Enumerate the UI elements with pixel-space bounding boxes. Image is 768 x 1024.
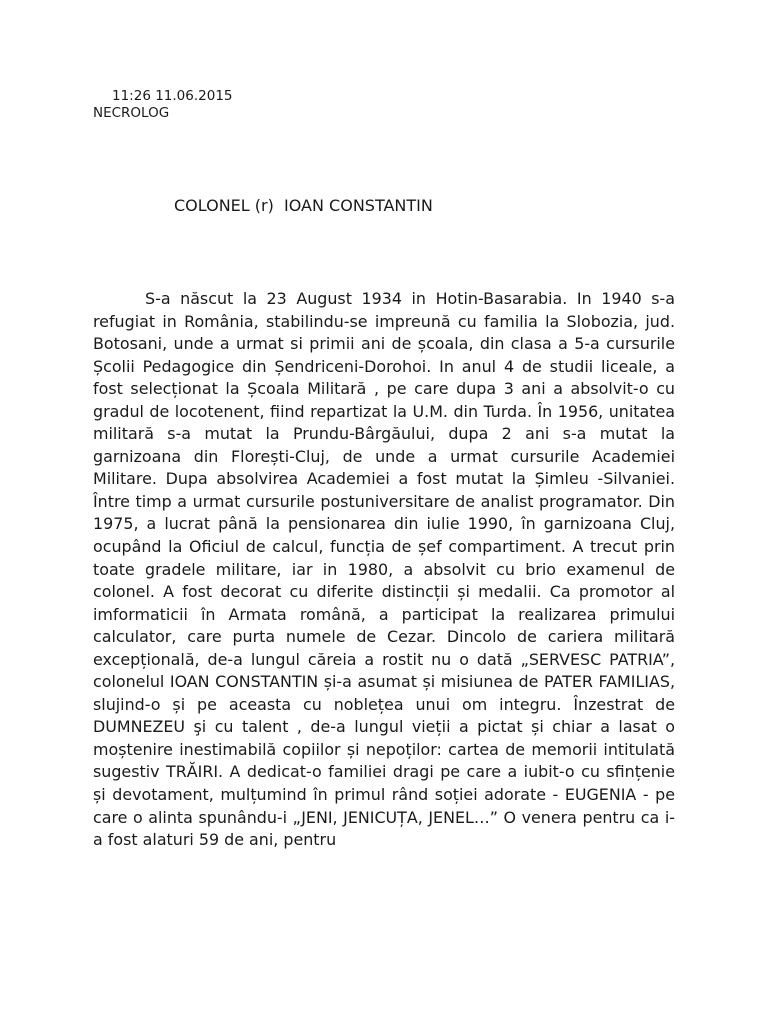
timestamp: 11:26 11.06.2015 <box>112 88 233 104</box>
obituary-body-text: S-a născut la 23 August 1934 in Hotin-Basarabia. In 1940 s-a refugiat in România, stabilindu-se impreună cu familia la Slobozia, jud. Botosani, unde a urmat si primii ani de școala, din clasa a 5-a cursurile Școlii Pedagogice din Șendriceni-Dorohoi. In anul 4 de studii liceale, a fost selecționat la Școala Militară , pe care dupa 3 ani a absolvit-o cu gradul de locotenent, fiind repartizat la U.M. din Turda. În 1956, unitatea militară s-a mutat la Prundu-Bârgăului, dupa 2 ani s-a mutat la garnizoana din Florești-Cluj, de unde a urmat cursurile Academiei Militare. Dupa absolvirea Academiei a fost mutat la Șimleu -Silvaniei. Între timp a urmat cursurile postuniversitare de analist programator. Din 1975, a lucrat până la pensionarea din iulie 1990, în garnizoana Cluj, ocupând la Oficiul de calcul, funcția de șef compartiment. A trecut prin toate gradele militare, iar in 1980, a absolvit cu brio examenul de colonel. A fost decorat cu diferite distincții și medalii. Ca promotor al imformaticii în Armata română, a participat la realizarea primului calculator, care purta numele de Cezar. Dincolo de cariera militară excepțională, de-a lungul căreia a rostit nu o dată „SERVESC PATRIA”, colonelul IOAN CONSTANTIN și-a asumat și misiunea de PATER FAMILIAS, slujind-o și pe aceasta cu noblețea unui om integru. Înzestrat de DUMNEZEU şi cu talent , de-a lungul vieții a pictat și chiar a lasat o moștenire inestimabilă copiilor și nepoților: cartea de memorii intitulată sugestiv TRĂIRI. A dedicat-o familiei dragi pe care a iubit-o cu sfințenie și devotament, mulțumind în primul rând soției adorate - EUGENIA - pe care o alinta spunându-i „JENI, JENICUȚA, JENEL…” O venera pentru ca i-a fost alaturi 59 de ani, pentru <box>93 289 675 850</box>
page-title: COLONEL (r) IOAN CONSTANTIN <box>174 196 433 215</box>
document-type-label: NECROLOG <box>93 105 170 121</box>
